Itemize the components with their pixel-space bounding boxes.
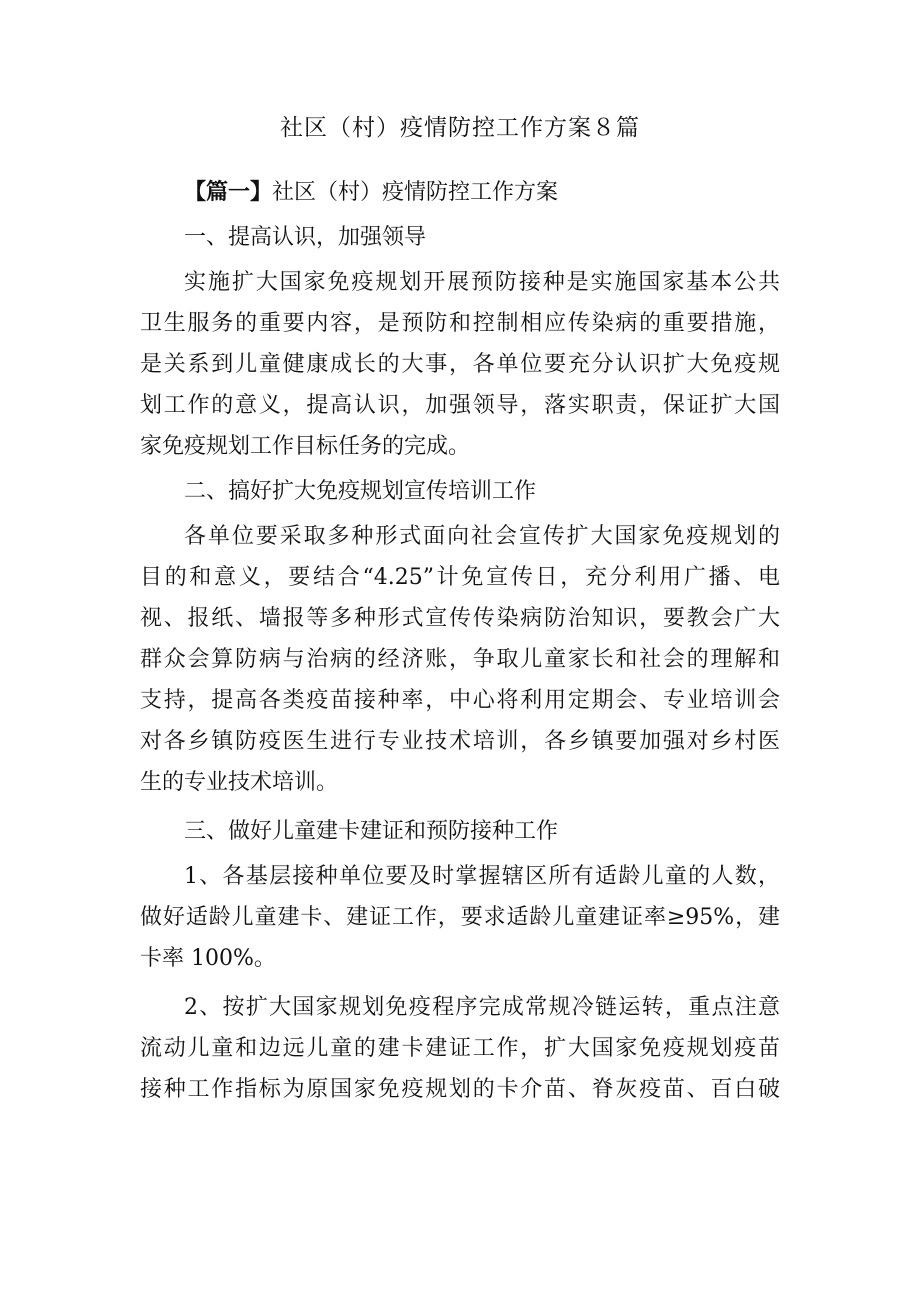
paragraph-line: 接种工作指标为原国家免疫规划的卡介苗、脊灰疫苗、百白破 bbox=[140, 1077, 780, 1102]
paragraph-line: 卫生服务的重要内容，是预防和控制相应传染病的重要措施， bbox=[140, 311, 780, 336]
spacer bbox=[140, 803, 780, 811]
chapter-bracket-label: 【篇一】 bbox=[184, 179, 273, 205]
paragraph-line: 是关系到儿童健康成长的大事，各单位要充分认识扩大免疫规 bbox=[140, 352, 780, 377]
paragraph-3-1 bbox=[140, 856, 780, 979]
paragraph-line: 目的和意义，要结合“4.25”计免宣传日，充分利用广播、电 bbox=[140, 565, 780, 590]
paragraph-line: 1、各基层接种单位要及时掌握辖区所有适龄儿童的人数， bbox=[184, 864, 780, 889]
chapter-heading-text: 社区（村）疫情防控工作方案 bbox=[272, 180, 559, 205]
paragraph-3-2 bbox=[140, 987, 780, 1110]
paragraph-line: 卡率 100%。 bbox=[140, 946, 276, 971]
paragraph-line: 家免疫规划工作目标任务的完成。 bbox=[140, 434, 471, 459]
paragraph-line: 对各乡镇防疫医生进行专业技术培训，各乡镇要加强对乡村医 bbox=[140, 729, 780, 754]
paragraph-2-1 bbox=[140, 516, 780, 803]
section-heading-2: 二、搞好扩大免疫规划宣传培训工作 bbox=[184, 479, 537, 504]
paragraph-line: 做好适龄儿童建卡、建证工作，要求适龄儿童建证率≥95%，建 bbox=[140, 905, 780, 930]
section-heading-1: 一、提高认识，加强领导 bbox=[184, 225, 427, 250]
paragraph-line: 支持，提高各类疫苗接种率，中心将利用定期会、专业培训会 bbox=[140, 688, 780, 713]
document-body bbox=[140, 172, 780, 1110]
paragraph-line: 视、报纸、墙报等多种形式宣传传染病防治知识，要教会广大 bbox=[140, 606, 780, 631]
paragraph-line: 各单位要采取多种形式面向社会宣传扩大国家免疫规划的 bbox=[184, 524, 780, 549]
spacer bbox=[140, 979, 780, 987]
paragraph-line: 2、按扩大国家规划免疫程序完成常规冷链运转，重点注意 bbox=[184, 995, 780, 1020]
paragraph-line: 群众会算防病与治病的经济账，争取儿童家长和社会的理解和 bbox=[140, 647, 780, 672]
document-title: 社区（村）疫情防控工作方案８篇 bbox=[280, 115, 640, 141]
section-heading-3: 三、做好儿童建卡建证和预防接种工作 bbox=[184, 819, 559, 844]
paragraph-line: 生的专业技术培训。 bbox=[140, 770, 339, 795]
chapter-heading bbox=[140, 172, 780, 213]
paragraph-1-1 bbox=[140, 262, 780, 467]
paragraph-line: 实施扩大国家免疫规划开展预防接种是实施国家基本公共 bbox=[184, 270, 780, 295]
paragraph-line: 划工作的意义，提高认识，加强领导，落实职责，保证扩大国 bbox=[140, 393, 780, 418]
paragraph-line: 流动儿童和边远儿童的建卡建证工作，扩大国家免疫规划疫苗 bbox=[140, 1036, 780, 1061]
